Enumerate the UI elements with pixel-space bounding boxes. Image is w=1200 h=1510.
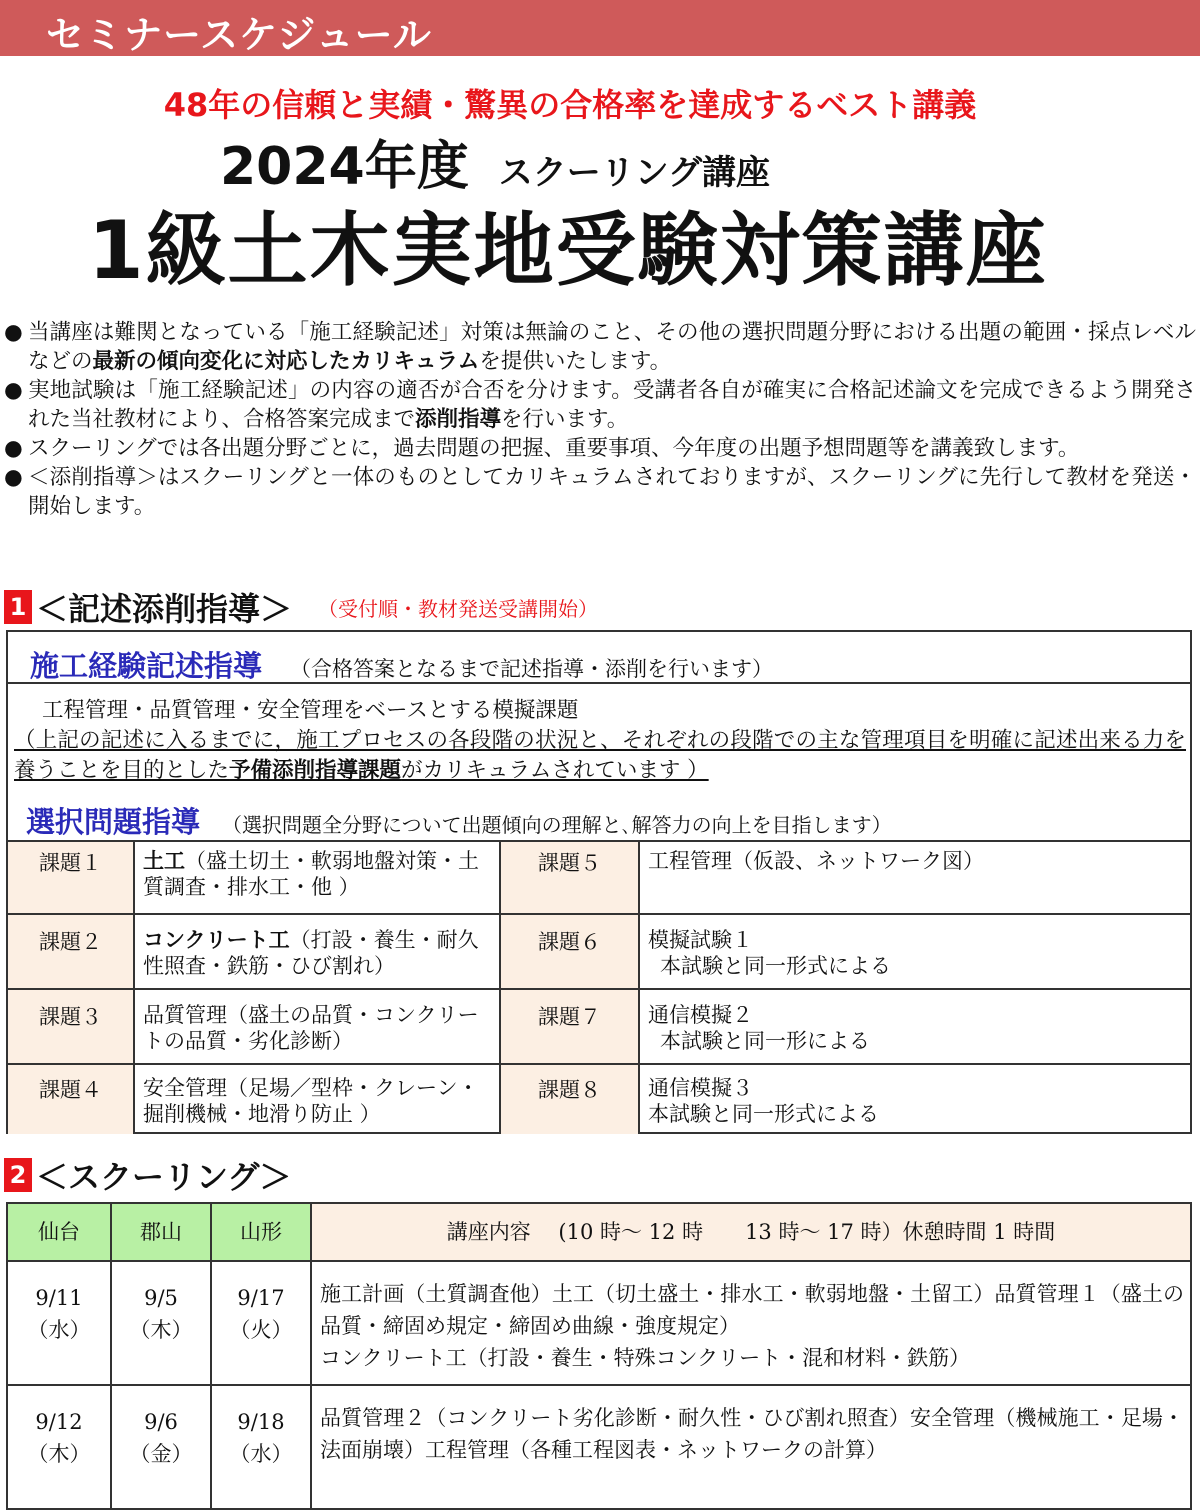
task-table <box>8 840 1190 1134</box>
section1-note: （受付順・教材発送受講開始） <box>318 596 599 621</box>
bullet-item: ● ＜添削指導＞はスクーリングと一体のものとしてカリキュラムされておりますが、スクーリングに先行して教材を発送・開始します。 <box>4 465 1196 519</box>
bullet-item: ● 当講座は難関となっている「施工経験記述」対策は無論のこと、その他の選択問題分野における出題の範囲・採点レベルなどの最新の傾向変化に対応したカリキュラムを提供いたします。 <box>4 320 1196 374</box>
section1-heading <box>4 584 598 630</box>
section2-title: ＜スクーリング＞ <box>36 1158 292 1196</box>
section2-heading <box>4 1152 291 1198</box>
task-label: 課題７ <box>501 990 638 1063</box>
date-yamagata: 9/17 （火） <box>229 1286 293 1342</box>
header-yamagata: 山形 <box>212 1204 310 1260</box>
course-year: 2024年度 <box>220 137 469 197</box>
bullet-item: ● スクーリングでは各出題分野ごとに，過去問題の把握、重要事項、今年度の出題予想問題等を講義致します。 <box>4 436 1080 461</box>
date-sendai: 9/12 （木） <box>27 1410 91 1466</box>
task-label: 課題８ <box>501 1065 638 1134</box>
section2-number: 2 <box>4 1158 32 1192</box>
header-koriyama: 郡山 <box>112 1204 210 1260</box>
task-label: 課題６ <box>501 915 638 988</box>
task-content: 模擬試験１ 本試験と同一形式による <box>648 928 891 978</box>
section1-number: 1 <box>4 590 32 624</box>
sekou-note: （合格答案となるまで記述指導・添削を行います） <box>290 657 774 681</box>
mogi-line: 工程管理・品質管理・安全管理をベースとする模擬課題 <box>42 698 579 723</box>
task-content: 品質管理（盛土の品質・コンクリートの品質・劣化診断） <box>143 1003 479 1053</box>
task-content: 通信模擬３ 本試験と同一形式による <box>648 1076 879 1126</box>
select-title: 選択問題指導 <box>26 805 201 839</box>
header-banner <box>0 0 1200 56</box>
task-label: 課題４ <box>8 1065 133 1134</box>
bullet-dot-icon: ● <box>4 436 23 461</box>
bullet-dot-icon: ● <box>4 465 23 490</box>
bullet-item: ● 実地試験は「施工経験記述」の内容の適否が合否を分けます。受講者各自が確実に合格記述論文を完成できるよう開発された当社教材により、合格答案完成まで添削指導を行います。 <box>4 378 1196 432</box>
task-content: 通信模擬２ 本試験と同一形による <box>648 1003 870 1053</box>
task-label: 課題３ <box>8 990 133 1063</box>
task-content: コンクリート工（打設・養生・耐久性照査・鉄筋・ひび割れ） <box>143 928 479 978</box>
task-label: 課題１ <box>8 842 133 913</box>
date-koriyama: 9/6 （金） <box>129 1410 193 1466</box>
sekou-title: 施工経験記述指導 <box>30 649 263 683</box>
intro-bullets <box>4 318 1196 521</box>
row-content: 施工計画（土質調査他）土工（切土盛土・排水工・軟弱地盤・土留工）品質管理１（盛土の品質・締固め規定・締固め曲線・強度規定） コンクリート工（打設・養生・特殊コンクリート・混和材料・鉄筋） <box>320 1282 1184 1370</box>
date-sendai: 9/11 （水） <box>27 1286 91 1342</box>
task-label: 課題５ <box>501 842 638 913</box>
select-heading <box>8 800 1190 841</box>
prep-description: （上記の記述に入るまでに，施工プロセスの各段階の状況と、それぞれの段階での主な管理項目を明確に記述出来る力を養うことを目的とした予備添削指導課題がカリキュラムされています ） <box>14 728 1186 783</box>
banner-title: セミナースケジュール <box>46 13 432 57</box>
header-content: 講座内容 (10 時～ 12 時 13 時～ 17 時）休憩時間 1 時間 <box>312 1204 1190 1260</box>
header-sendai: 仙台 <box>8 1204 110 1260</box>
bullet-dot-icon: ● <box>4 378 23 403</box>
task-content: 安全管理（足場／型枠・クレーン・掘削機械・地滑り防止 ） <box>143 1076 479 1126</box>
tagline: 48年の信頼と実績・驚異の合格率を達成するベスト講義 <box>163 86 977 124</box>
date-yamagata: 9/18 （水） <box>229 1410 293 1466</box>
task-label: 課題２ <box>8 915 133 988</box>
course-type: スクーリング講座 <box>498 153 771 193</box>
date-koriyama: 9/5 （木） <box>129 1286 193 1342</box>
task-content: 工程管理（仮設、ネットワーク図） <box>648 849 984 873</box>
select-note: （選択問題全分野について出題傾向の理解と､解答力の向上を目指します） <box>222 813 892 837</box>
sekou-heading <box>8 644 1190 685</box>
schooling-table <box>6 1202 1192 1510</box>
row-content: 品質管理２（コンクリート劣化診断・耐久性・ひび割れ照査）安全管理（機械施工・足場・法面崩壊）工程管理（各種工程図表・ネットワークの計算） <box>320 1406 1184 1462</box>
bullet-dot-icon: ● <box>4 320 23 345</box>
correspondence-box <box>6 630 1192 1134</box>
main-title: 1級土木実地受験対策講座 <box>88 204 1048 297</box>
section1-title: ＜記述添削指導＞ <box>36 590 293 628</box>
task-content: 土工（盛土切土・軟弱地盤対策・土質調査・排水工・他 ） <box>143 849 479 899</box>
